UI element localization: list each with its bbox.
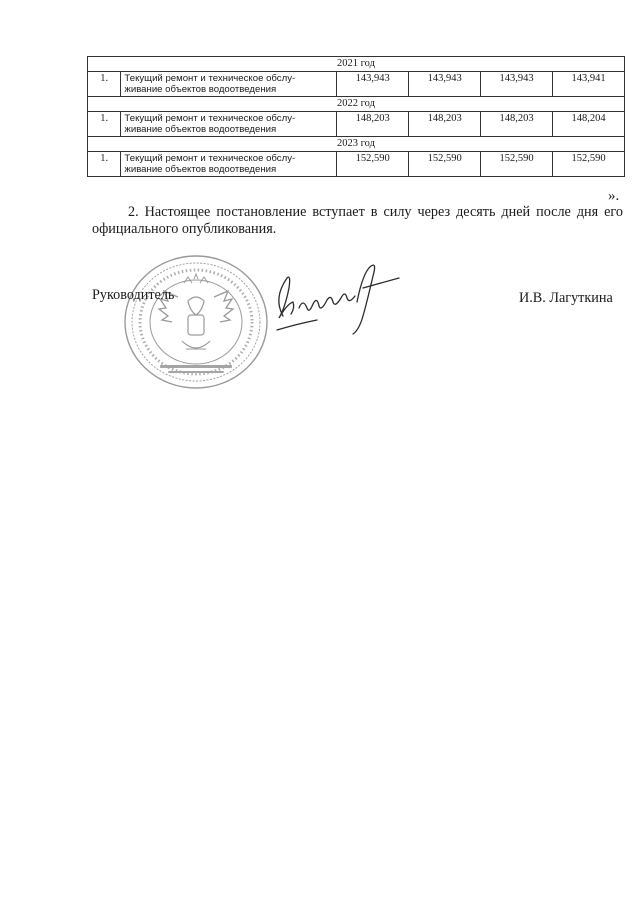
year-row bbox=[88, 137, 625, 152]
table-row bbox=[88, 72, 625, 97]
table-row bbox=[88, 152, 625, 177]
official-seal-icon bbox=[122, 253, 270, 391]
row-value: 152,590 bbox=[409, 152, 481, 177]
row-value: 148,203 bbox=[409, 112, 481, 137]
row-name: Текущий ремонт и техническое обслу-живание объектов водоотведения bbox=[121, 112, 337, 137]
row-value: 152,590 bbox=[481, 152, 553, 177]
row-value: 152,590 bbox=[337, 152, 409, 177]
year-label: 2021 год bbox=[88, 57, 625, 72]
table-row bbox=[88, 112, 625, 137]
row-name: Текущий ремонт и техническое обслу-живание объектов водоотведения bbox=[121, 72, 337, 97]
closing-quote: ». bbox=[608, 188, 620, 204]
year-label: 2023 год bbox=[88, 137, 625, 152]
year-label: 2022 год bbox=[88, 97, 625, 112]
row-value: 143,943 bbox=[409, 72, 481, 97]
row-value: 143,943 bbox=[337, 72, 409, 97]
effective-date-paragraph: 2. Настоящее постановление вступает в силу через десять дней после дня его официального опубликования. bbox=[92, 204, 623, 237]
row-number: 1. bbox=[88, 72, 121, 97]
row-value: 143,941 bbox=[553, 72, 625, 97]
row-number: 1. bbox=[88, 152, 121, 177]
row-value: 148,203 bbox=[481, 112, 553, 137]
year-row bbox=[88, 57, 625, 72]
row-value: 148,204 bbox=[553, 112, 625, 137]
signer-title: Руководитель bbox=[92, 287, 175, 303]
signature-icon bbox=[265, 258, 405, 336]
tariff-table bbox=[87, 56, 625, 177]
row-value: 152,590 bbox=[553, 152, 625, 177]
year-row bbox=[88, 97, 625, 112]
row-number: 1. bbox=[88, 112, 121, 137]
row-name: Текущий ремонт и техническое обслу-живание объектов водоотведения bbox=[121, 152, 337, 177]
signer-name: И.В. Лагуткина bbox=[519, 290, 613, 306]
row-value: 148,203 bbox=[337, 112, 409, 137]
row-value: 143,943 bbox=[481, 72, 553, 97]
